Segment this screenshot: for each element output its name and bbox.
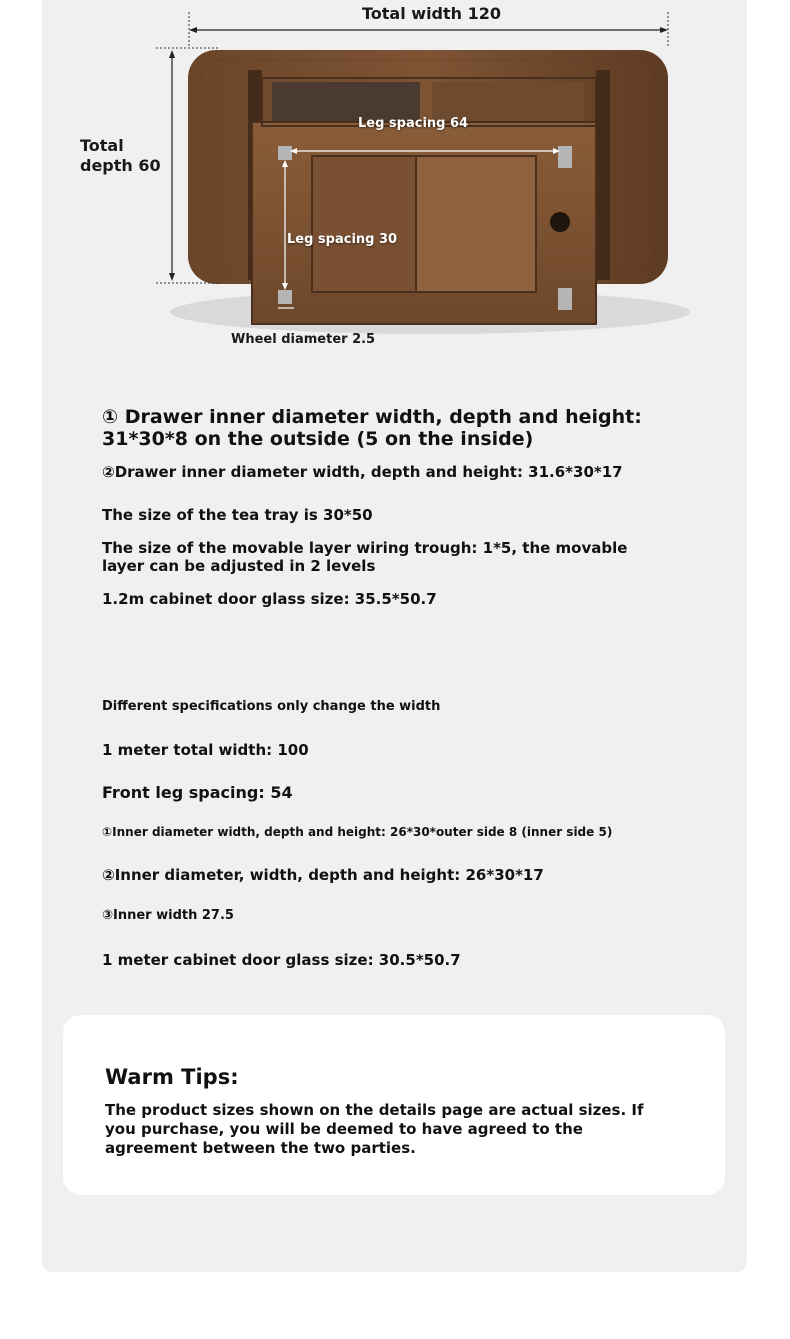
spec-item: ②Drawer inner diameter width, depth and height: 31.6*30*17	[102, 463, 623, 481]
total-depth-label-line2: depth 60	[80, 156, 161, 175]
total-width-label: Total width 120	[362, 4, 502, 23]
cabinet-drawer	[312, 156, 416, 292]
total-depth-label-line1: Total	[80, 136, 124, 155]
spec-item: ① Drawer inner diameter width, depth and height: 31*30*8 on the outside (5 on the inside)	[102, 406, 642, 450]
spec-item: 1 meter cabinet door glass size: 30.5*50.7	[102, 951, 461, 969]
spec-item: 1 meter total width: 100	[102, 741, 309, 759]
wheel-diameter-label: Wheel diameter 2.5	[231, 332, 376, 347]
spec-item: The size of the tea tray is 30*50	[102, 506, 373, 524]
total-depth-label	[80, 136, 161, 176]
wheel	[558, 288, 572, 310]
leg-spacing-front-label: Leg spacing 64	[358, 116, 469, 131]
wheel	[278, 146, 292, 160]
product-dimension-diagram	[0, 0, 790, 360]
warm-tips-body: The product sizes shown on the details page are actual sizes. If you purchase, you will be deemed to have agreed to the agreement between the two parties.	[105, 1101, 644, 1157]
wheel	[558, 146, 572, 168]
spec-item: The size of the movable layer wiring trough: 1*5, the movable layer can be adjusted in 2 levels	[102, 539, 628, 575]
spec-secondary-heading: Different specifications only change the width	[102, 699, 441, 714]
wiring-hole	[550, 212, 570, 232]
leg-spacing-side-label: Leg spacing 30	[287, 232, 398, 247]
wheel	[278, 290, 292, 304]
spec-item: ③Inner width 27.5	[102, 908, 234, 923]
warm-tips-card	[63, 1015, 725, 1195]
spec-item: ②Inner diameter, width, depth and height: 26*30*17	[102, 866, 544, 884]
warm-tips-title: Warm Tips:	[105, 1065, 239, 1089]
spec-item: ①Inner diameter width, depth and height: 26*30*outer side 8 (inner side 5)	[102, 825, 613, 839]
spec-item: Front leg spacing: 54	[102, 783, 293, 802]
spec-item: 1.2m cabinet door glass size: 35.5*50.7	[102, 590, 437, 608]
